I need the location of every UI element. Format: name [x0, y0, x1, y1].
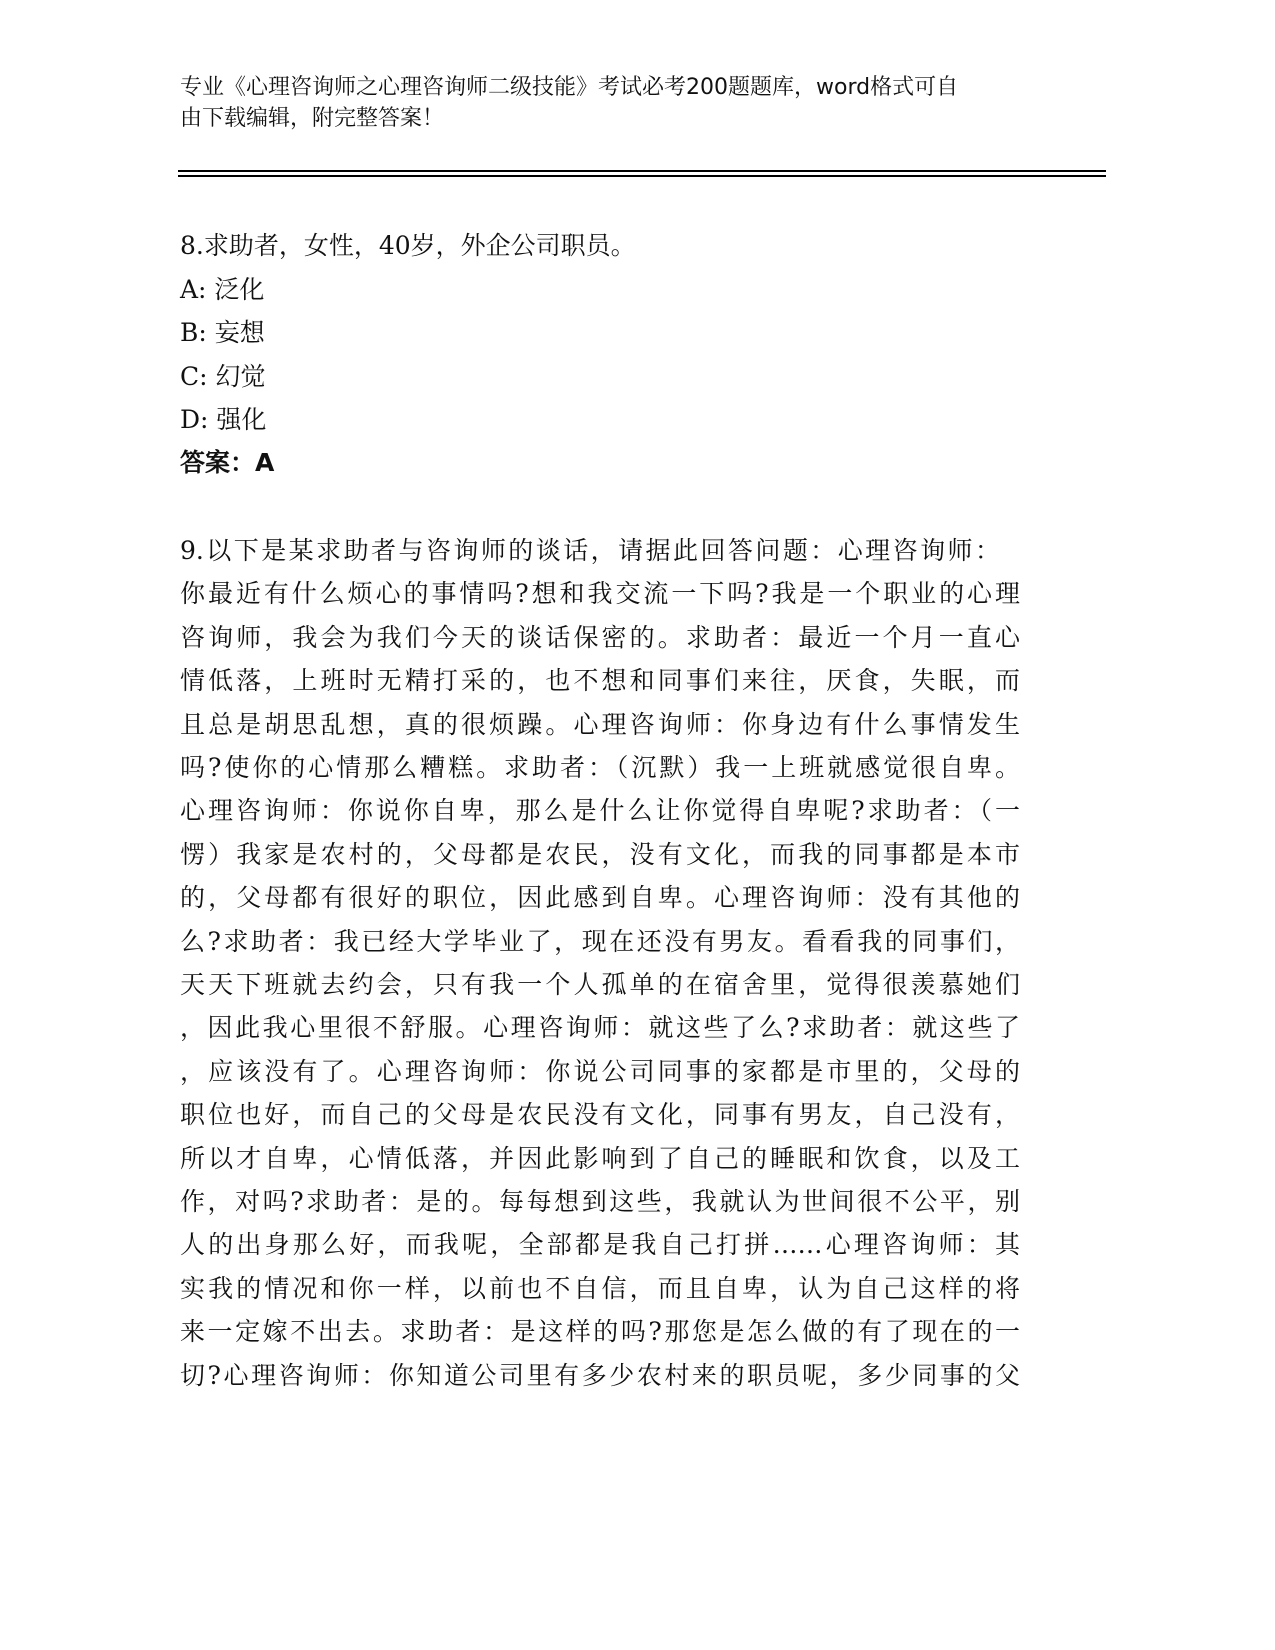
question-text-line: 作，对吗?求助者：是的。每每想到这些，我就认为世间很不公平，别	[180, 1187, 1020, 1216]
document-header-line-2: 由下载编辑，附完整答案！	[180, 106, 445, 131]
header-rule-top	[178, 170, 1106, 172]
question-text-line: 吗?使你的心情那么糟糕。求助者：（沉默）我一上班就感觉很自卑。	[180, 753, 1020, 782]
question-text-line: 么?求助者：我已经大学毕业了，现在还没有男友。看看我的同事们，	[180, 926, 1020, 956]
question-text-line: 你最近有什么烦心的事情吗?想和我交流一下吗?我是一个职业的心理	[180, 579, 1020, 609]
question-stem: 8.求助者，女性，40岁，外企公司职员。	[180, 231, 636, 260]
question-text-line: 所以才自卑，心情低落，并因此影响到了自己的睡眠和饮食，以及工	[180, 1143, 1020, 1173]
question-text-line: 咨询师，我会为我们今天的谈话保密的。求助者：最近一个月一直心	[180, 622, 1020, 652]
question-text-line: 人的出身那么好，而我呢，全部都是我自己打拼……心理咨询师：其	[180, 1230, 1020, 1260]
question-text-line: 心理咨询师：你说你自卑，那么是什么让你觉得自卑呢?求助者：（一	[180, 796, 1020, 826]
option-a: A: 泛化	[180, 275, 265, 304]
option-c: C: 幻觉	[180, 362, 266, 391]
question-text-line: 且总是胡思乱想，真的很烦躁。心理咨询师：你身边有什么事情发生	[180, 709, 1020, 739]
question-text-line: 天天下班就去约会，只有我一个人孤单的在宿舍里，觉得很羡慕她们	[180, 970, 1020, 999]
document-header-line-1: 专业《心理咨询师之心理咨询师二级技能》考试必考200题题库，word格式可自	[180, 75, 959, 100]
header-rule-bottom	[178, 175, 1106, 177]
question-text-line: 情低落，上班时无精打采的，也不想和同事们来往，厌食，失眠，而	[180, 666, 1020, 696]
question-text-line: ，应该没有了。心理咨询师：你说公司同事的家都是市里的，父母的	[180, 1056, 1020, 1086]
answer: 答案：A	[180, 448, 275, 477]
question-text-line: 的，父母都有很好的职位，因此感到自卑。心理咨询师：没有其他的	[180, 883, 1020, 913]
option-d: D: 强化	[180, 405, 267, 434]
question-text-line: 实我的情况和你一样，以前也不自信，而且自卑，认为自己这样的将	[180, 1273, 1020, 1303]
question-text-line: 切?心理咨询师：你知道公司里有多少农村来的职员呢，多少同事的父	[180, 1360, 1020, 1390]
option-b: B: 妄想	[180, 318, 265, 347]
question-text-line: 职位也好，而自己的父母是农民没有文化，同事有男友，自己没有，	[180, 1100, 1020, 1130]
question-text-line: 9.以下是某求助者与咨询师的谈话，请据此回答问题：心理咨询师：	[180, 536, 1000, 565]
question-text-line: 来一定嫁不出去。求助者：是这样的吗?那您是怎么做的有了现在的一	[180, 1317, 1020, 1347]
question-text-line: 愣）我家是农村的，父母都是农民，没有文化，而我的同事都是本市	[180, 839, 1020, 869]
question-text-line: ，因此我心里很不舒服。心理咨询师：就这些了么?求助者：就这些了	[180, 1013, 1020, 1043]
